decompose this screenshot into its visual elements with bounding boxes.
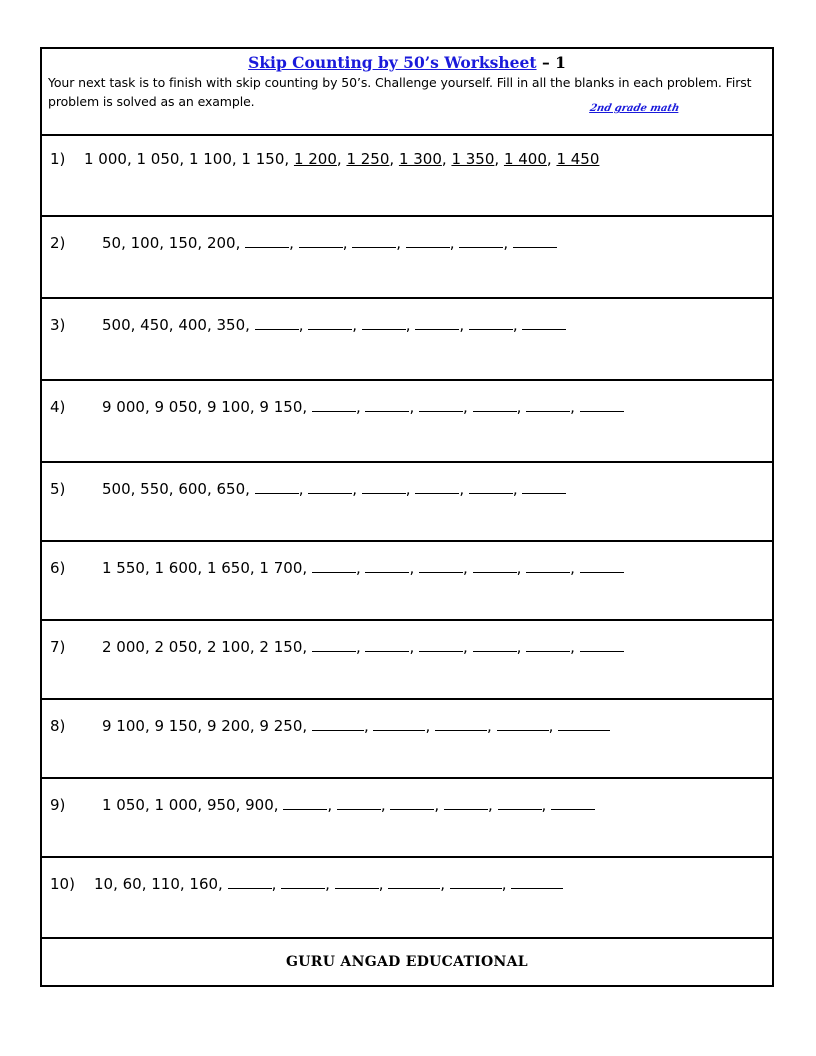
problem-number: 8) <box>50 717 66 735</box>
answer-blank[interactable] <box>435 718 487 731</box>
answer-blank[interactable] <box>526 399 570 412</box>
problem-row: 7) 2 000, 2 050, 2 100, 2 150, , , , , , <box>42 621 772 700</box>
problem-row: 9) 1 050, 1 000, 950, 900, , , , , , <box>42 779 772 858</box>
problem-number: 6) <box>50 559 66 577</box>
answer-blank[interactable] <box>362 317 406 330</box>
answer-blank[interactable] <box>365 560 409 573</box>
answer-blank[interactable] <box>526 639 570 652</box>
answer-blank[interactable] <box>419 639 463 652</box>
answer-blank[interactable] <box>580 399 624 412</box>
problem-row: 1) 1 000, 1 050, 1 100, 1 150, 1 200, 1 250, 1 300, 1 350, 1 400, 1 450 <box>42 136 772 217</box>
problem-sequence: 500, 450, 400, 350, <box>102 316 250 334</box>
answer-blank[interactable] <box>312 560 356 573</box>
worksheet-header <box>42 49 772 136</box>
problem-number: 5) <box>50 480 66 498</box>
worksheet-title <box>48 53 766 73</box>
answer-value: 1 300 <box>398 150 442 168</box>
title-number: – 1 <box>536 53 566 72</box>
problem-row: 10) 10, 60, 110, 160, , , , , , <box>42 858 772 939</box>
problem-sequence: 1 000, 1 050, 1 100, 1 150, <box>84 150 290 168</box>
answer-blank[interactable] <box>469 481 513 494</box>
problem-number: 4) <box>50 398 66 416</box>
answer-value: 1 250 <box>346 150 390 168</box>
footer-publisher: GURU ANGAD EDUCATIONAL <box>286 954 528 970</box>
problem-number: 1) <box>50 150 66 168</box>
answer-blank[interactable] <box>312 639 356 652</box>
answer-blank[interactable] <box>419 399 463 412</box>
problem-sequence: 50, 100, 150, 200, <box>102 234 241 252</box>
answer-blank[interactable] <box>312 718 364 731</box>
answer-blank[interactable] <box>281 876 325 889</box>
problem-sequence: 9 100, 9 150, 9 200, 9 250, <box>102 717 308 735</box>
problem-row: 3) 500, 450, 400, 350, , , , , , <box>42 299 772 381</box>
answer-value: 1 200 <box>293 150 337 168</box>
answer-blank[interactable] <box>469 317 513 330</box>
answer-blank[interactable] <box>390 797 434 810</box>
answer-blank[interactable] <box>526 560 570 573</box>
answer-blank[interactable] <box>406 235 450 248</box>
answer-blank[interactable] <box>419 560 463 573</box>
problem-row: 2) 50, 100, 150, 200, , , , , , <box>42 217 772 299</box>
answer-value: 1 450 <box>556 150 600 168</box>
answer-blank[interactable] <box>373 718 425 731</box>
instructions: Your next task is to finish with skip counting by 50’s. Challenge yourself. Fill in all the blanks in each problem. First problem is solved as an example. <box>48 75 752 109</box>
answer-blank[interactable] <box>245 235 289 248</box>
answer-blank[interactable] <box>558 718 610 731</box>
problem-number: 7) <box>50 638 66 656</box>
answer-blank[interactable] <box>365 639 409 652</box>
answer-blank[interactable] <box>255 317 299 330</box>
answer-blank[interactable] <box>308 317 352 330</box>
answer-blank[interactable] <box>337 797 381 810</box>
answer-blank[interactable] <box>522 481 566 494</box>
answer-blank[interactable] <box>388 876 440 889</box>
answer-blank[interactable] <box>283 797 327 810</box>
problem-sequence: 9 000, 9 050, 9 100, 9 150, <box>102 398 308 416</box>
title-link[interactable]: Skip Counting by 50’s Worksheet <box>248 53 537 72</box>
answer-blank[interactable] <box>299 235 343 248</box>
answer-blank[interactable] <box>497 718 549 731</box>
answer-blank[interactable] <box>352 235 396 248</box>
answer-blank[interactable] <box>312 399 356 412</box>
answer-blank[interactable] <box>415 317 459 330</box>
answer-blank[interactable] <box>551 797 595 810</box>
answer-blank[interactable] <box>473 560 517 573</box>
answer-blank[interactable] <box>513 235 557 248</box>
answer-blank[interactable] <box>473 639 517 652</box>
answer-blank[interactable] <box>473 399 517 412</box>
answer-blank[interactable] <box>415 481 459 494</box>
problem-sequence: 1 550, 1 600, 1 650, 1 700, <box>102 559 308 577</box>
problem-number: 3) <box>50 316 66 334</box>
problem-sequence: 1 050, 1 000, 950, 900, <box>102 796 279 814</box>
worksheet <box>40 47 774 987</box>
problem-row: 8) 9 100, 9 150, 9 200, 9 250, , , , , <box>42 700 772 779</box>
problem-sequence: 10, 60, 110, 160, <box>94 875 223 893</box>
problem-number: 10) <box>50 875 75 893</box>
answer-blank[interactable] <box>365 399 409 412</box>
answer-blank[interactable] <box>498 797 542 810</box>
answer-blank[interactable] <box>308 481 352 494</box>
answer-blank[interactable] <box>459 235 503 248</box>
problem-row: 6) 1 550, 1 600, 1 650, 1 700, , , , , , <box>42 542 772 621</box>
problem-number: 2) <box>50 234 66 252</box>
problem-sequence: 500, 550, 600, 650, <box>102 480 250 498</box>
answer-blank[interactable] <box>522 317 566 330</box>
problem-row: 4) 9 000, 9 050, 9 100, 9 150, , , , , , <box>42 381 772 463</box>
answer-blank[interactable] <box>335 876 379 889</box>
answer-blank[interactable] <box>511 876 563 889</box>
answer-blank[interactable] <box>444 797 488 810</box>
problem-row: 5) 500, 550, 600, 650, , , , , , <box>42 463 772 542</box>
problem-number: 9) <box>50 796 66 814</box>
answer-blank[interactable] <box>450 876 502 889</box>
answer-value: 1 400 <box>503 150 547 168</box>
answer-blank[interactable] <box>362 481 406 494</box>
answer-value: 1 350 <box>451 150 495 168</box>
answer-blank[interactable] <box>255 481 299 494</box>
signature-link[interactable]: 2nd grade math <box>588 103 681 114</box>
problem-sequence: 2 000, 2 050, 2 100, 2 150, <box>102 638 308 656</box>
answer-blank[interactable] <box>580 560 624 573</box>
answer-blank[interactable] <box>580 639 624 652</box>
answer-blank[interactable] <box>228 876 272 889</box>
